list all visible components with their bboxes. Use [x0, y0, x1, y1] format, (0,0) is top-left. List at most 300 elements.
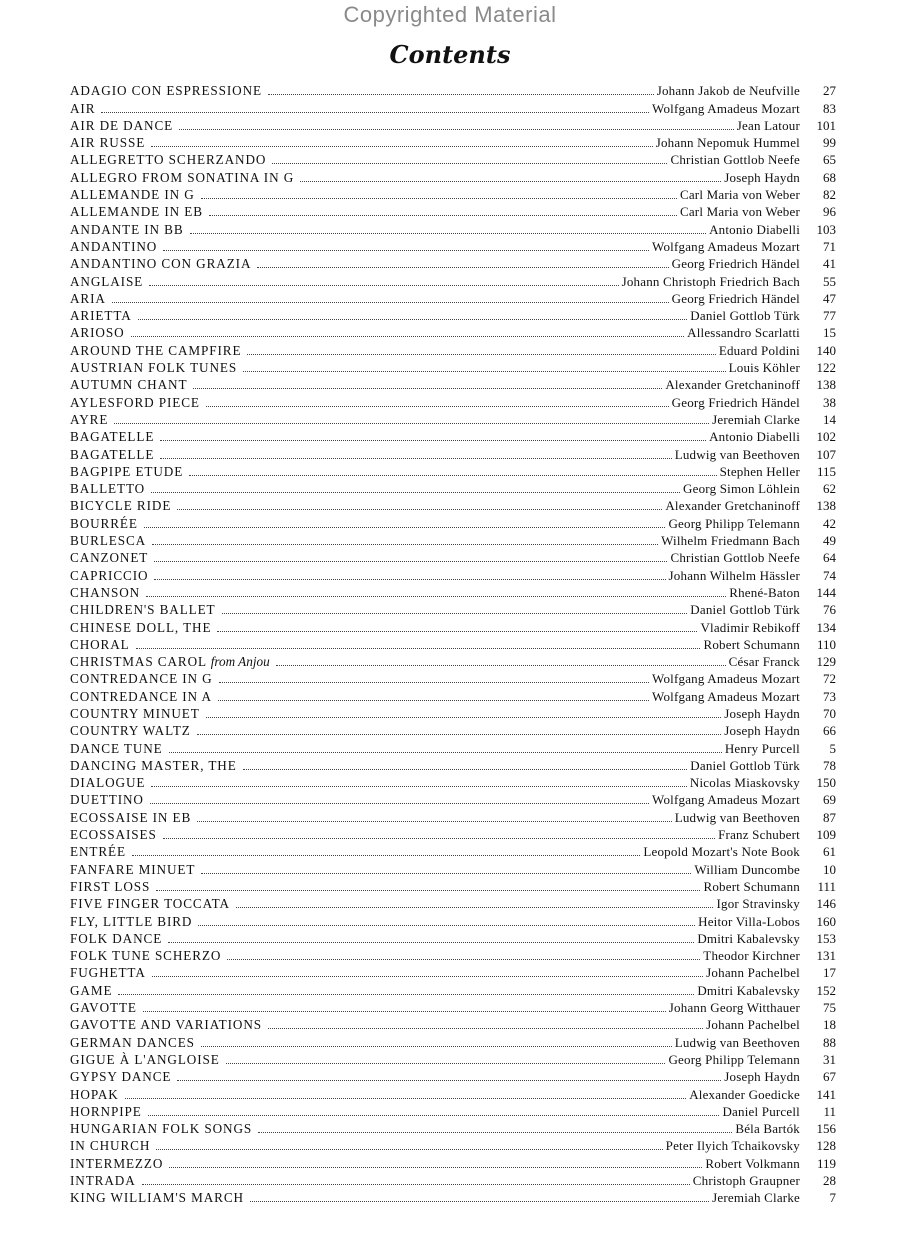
entry-composer: Nicolas Miaskovsky — [689, 775, 800, 791]
contents-entry — [70, 618, 836, 635]
dot-leader — [272, 163, 667, 164]
contents-entry — [70, 428, 836, 445]
entry-composer: Georg Philipp Telemann — [668, 515, 800, 531]
dot-leader — [217, 631, 697, 632]
dot-leader — [144, 527, 666, 528]
entry-page-number: 99 — [823, 135, 836, 151]
entry-page-number: 74 — [823, 567, 836, 583]
entry-composer: Antonio Diabelli — [709, 429, 800, 445]
entry-title: GAVOTTE AND VARIATIONS — [70, 1017, 262, 1033]
entry-composer: Carl Maria von Weber — [679, 187, 800, 203]
contents-entry — [70, 601, 836, 618]
dot-leader — [160, 458, 671, 459]
entry-title: AIR DE DANCE — [70, 117, 174, 133]
entry-composer: Daniel Purcell — [722, 1103, 800, 1119]
contents-entry — [70, 168, 836, 185]
contents-entry — [70, 1120, 836, 1137]
entry-title: FOLK TUNE SCHERZO — [70, 948, 222, 964]
entry-page-number: 14 — [823, 411, 836, 427]
dot-leader — [201, 873, 691, 874]
entry-composer: Stephen Heller — [719, 463, 800, 479]
entry-page-number: 66 — [823, 723, 836, 739]
contents-entry — [70, 272, 836, 289]
entry-composer: Johann Pachelbel — [706, 1017, 800, 1033]
entry-composer: Ludwig van Beethoven — [674, 1034, 800, 1050]
entry-composer: William Duncombe — [694, 861, 800, 877]
entry-composer: Henry Purcell — [724, 740, 800, 756]
entry-title: BOURRÉE — [70, 515, 138, 531]
contents-entry — [70, 791, 836, 808]
dot-leader — [222, 613, 688, 614]
entry-title: GAME — [70, 982, 113, 998]
contents-entry — [70, 1068, 836, 1085]
contents-entry — [70, 774, 836, 791]
entry-page-number: 15 — [823, 325, 836, 341]
entry-title: FUGHETTA — [70, 965, 146, 981]
entry-title: AUTUMN CHANT — [70, 377, 188, 393]
entry-page-number: 28 — [823, 1173, 836, 1188]
entry-title: AYLESFORD PIECE — [70, 394, 200, 410]
entry-title: CANZONET — [70, 550, 149, 566]
entry-composer: Joseph Haydn — [724, 169, 800, 185]
entry-composer: Béla Bartók — [735, 1121, 800, 1137]
entry-title: BURLESCA — [70, 533, 147, 549]
entry-composer: Daniel Gottlob Türk — [690, 308, 800, 324]
entry-page-number: 88 — [823, 1034, 836, 1050]
entry-page-number: 82 — [823, 187, 836, 203]
dot-leader — [197, 734, 722, 735]
entry-composer: Johann Wilhelm Hässler — [668, 567, 800, 583]
entry-composer: Antonio Diabelli — [709, 221, 800, 237]
dot-leader — [268, 94, 654, 95]
entry-title: ANGLAISE — [70, 273, 144, 289]
entry-page-number: 140 — [816, 342, 836, 358]
dot-leader — [258, 1132, 732, 1133]
contents-entry — [70, 981, 836, 998]
entry-page-number: 75 — [823, 1000, 836, 1016]
entry-composer: Leopold Mozart's Note Book — [643, 844, 800, 860]
entry-page-number: 38 — [823, 394, 836, 410]
dot-leader — [154, 561, 667, 562]
entry-title: DANCE TUNE — [70, 740, 163, 756]
entry-title: BAGATELLE — [70, 429, 155, 445]
dot-leader — [193, 388, 662, 389]
dot-leader — [151, 786, 687, 787]
entry-composer: César Franck — [728, 654, 800, 670]
contents-entry — [70, 895, 836, 912]
dot-leader — [169, 1167, 702, 1168]
entry-composer: Joseph Haydn — [724, 705, 800, 721]
contents-entry — [70, 532, 836, 549]
contents-entry — [70, 134, 836, 151]
dot-leader — [190, 233, 707, 234]
dot-leader — [143, 1011, 666, 1012]
entry-title: CHORAL — [70, 636, 130, 652]
entry-page-number: 122 — [816, 360, 836, 376]
contents-entry — [70, 307, 836, 324]
entry-page-number: 70 — [823, 705, 836, 721]
entry-title: DIALOGUE — [70, 775, 146, 791]
contents-entry — [70, 670, 836, 687]
entry-title: FIRST LOSS — [70, 878, 151, 894]
entry-page-number: 49 — [823, 533, 836, 549]
dot-leader — [136, 648, 701, 649]
entry-title: DANCING MASTER, THE — [70, 757, 237, 773]
entry-page-number: 61 — [823, 844, 836, 860]
entry-composer: Alexander Gretchaninoff — [665, 498, 800, 514]
contents-entry — [70, 290, 836, 307]
dot-leader — [151, 146, 653, 147]
entry-title: COUNTRY WALTZ — [70, 723, 191, 739]
entry-title: ALLEGRO FROM SONATINA IN G — [70, 169, 295, 185]
entry-title: CHRISTMAS CAROL from Anjou — [70, 654, 270, 670]
entry-composer: Robert Schumann — [703, 636, 800, 652]
contents-entry — [70, 584, 836, 601]
contents-entry — [70, 411, 836, 428]
contents-entry — [70, 514, 836, 531]
dot-leader — [206, 406, 669, 407]
dot-leader — [276, 665, 726, 666]
dot-leader — [168, 942, 694, 943]
entry-composer: Robert Schumann — [703, 878, 800, 894]
entry-composer: Vladimir Rebikoff — [700, 619, 800, 635]
entry-composer: Eduard Poldini — [718, 342, 800, 358]
entry-title: FLY, LITTLE BIRD — [70, 913, 193, 929]
entry-page-number: 73 — [823, 688, 836, 704]
entry-page-number: 31 — [823, 1051, 836, 1067]
dot-leader — [152, 976, 703, 977]
entry-composer: Georg Simon Löhlein — [683, 481, 800, 497]
dot-leader — [268, 1028, 703, 1029]
dot-leader — [154, 579, 665, 580]
contents-entry — [70, 203, 836, 220]
entry-composer: Jeremiah Clarke — [712, 1190, 800, 1206]
contents-entry — [70, 1085, 836, 1102]
entry-composer: Daniel Gottlob Türk — [690, 602, 800, 618]
entry-page-number: 65 — [823, 152, 836, 168]
entry-composer: Wolfgang Amadeus Mozart — [652, 671, 800, 687]
contents-list — [70, 82, 836, 1206]
dot-leader — [146, 596, 726, 597]
entry-title: ANDANTINO — [70, 238, 158, 254]
entry-title: ALLEMANDE IN G — [70, 187, 195, 203]
contents-entry — [70, 99, 836, 116]
entry-title: INTRADA — [70, 1173, 136, 1188]
dot-leader — [250, 1201, 709, 1202]
entry-composer: Rhené-Baton — [729, 584, 800, 600]
entry-page-number: 68 — [823, 169, 836, 185]
entry-composer: Johann Jakob de Neufville — [656, 83, 800, 99]
entry-title: GERMAN DANCES — [70, 1034, 195, 1050]
entry-page-number: 18 — [823, 1017, 836, 1033]
dot-leader — [198, 925, 695, 926]
contents-entry — [70, 878, 836, 895]
contents-entry — [70, 186, 836, 203]
entry-title: HORNPIPE — [70, 1103, 142, 1119]
entry-composer: Christian Gottlob Neefe — [670, 152, 800, 168]
dot-leader — [114, 423, 709, 424]
contents-entry — [70, 463, 836, 480]
copyright-watermark: Copyrighted Material — [343, 2, 557, 27]
entry-page-number: 144 — [816, 584, 836, 600]
contents-entry — [70, 1016, 836, 1033]
entry-composer: Christian Gottlob Neefe — [670, 550, 800, 566]
entry-title: COUNTRY MINUET — [70, 705, 200, 721]
entry-composer: Jeremiah Clarke — [712, 411, 800, 427]
entry-page-number: 134 — [816, 619, 836, 635]
entry-page-number: 17 — [823, 965, 836, 981]
entry-composer: Peter Ilyich Tchaikovsky — [665, 1138, 800, 1154]
dot-leader — [142, 1184, 690, 1185]
contents-entry — [70, 739, 836, 756]
dot-leader — [131, 336, 685, 337]
contents-entry — [70, 1033, 836, 1050]
dot-leader — [132, 855, 640, 856]
entry-composer: Louis Köhler — [728, 360, 800, 376]
entry-title: IN CHURCH — [70, 1138, 151, 1154]
entry-page-number: 109 — [816, 827, 836, 843]
entry-page-number: 138 — [816, 498, 836, 514]
entry-page-number: 83 — [823, 100, 836, 116]
entry-title: GYPSY DANCE — [70, 1069, 172, 1085]
contents-entry — [70, 826, 836, 843]
contents-entry — [70, 636, 836, 653]
contents-entry — [70, 947, 836, 964]
entry-page-number: 47 — [823, 290, 836, 306]
contents-entry — [70, 549, 836, 566]
entry-title: CAPRICCIO — [70, 567, 149, 583]
dot-leader — [163, 250, 649, 251]
entry-page-number: 115 — [816, 463, 836, 479]
contents-entry — [70, 930, 836, 947]
entry-page-number: 71 — [823, 238, 836, 254]
entry-composer: Alexander Gretchaninoff — [665, 377, 800, 393]
contents-entry — [70, 722, 836, 739]
contents-entry — [70, 238, 836, 255]
dot-leader — [163, 838, 715, 839]
contents-entry — [70, 705, 836, 722]
entry-title: ANDANTINO CON GRAZIA — [70, 256, 252, 272]
dot-leader — [226, 1063, 666, 1064]
entry-title: FANFARE MINUET — [70, 861, 196, 877]
entry-page-number: 11 — [823, 1103, 836, 1119]
dot-leader — [197, 821, 671, 822]
dot-leader — [227, 959, 700, 960]
entry-title: ARIA — [70, 290, 106, 306]
entry-title: AUSTRIAN FOLK TUNES — [70, 360, 238, 376]
dot-leader — [247, 354, 715, 355]
contents-entry — [70, 860, 836, 877]
dot-leader — [218, 700, 649, 701]
dot-leader — [189, 475, 716, 476]
entry-page-number: 128 — [816, 1138, 836, 1154]
entry-title: FIVE FINGER TOCCATA — [70, 896, 230, 912]
entry-page-number: 69 — [823, 792, 836, 808]
contents-entry — [70, 687, 836, 704]
contents-entry — [70, 341, 836, 358]
entry-composer: Ludwig van Beethoven — [674, 809, 800, 825]
dot-leader — [177, 509, 662, 510]
entry-page-number: 102 — [816, 429, 836, 445]
entry-page-number: 156 — [816, 1121, 836, 1137]
entry-title: HOPAK — [70, 1086, 119, 1102]
dot-leader — [150, 803, 649, 804]
entry-composer: Georg Philipp Telemann — [668, 1051, 800, 1067]
entry-title: BAGPIPE ETUDE — [70, 463, 184, 479]
contents-entry — [70, 653, 836, 670]
entry-page-number: 67 — [823, 1069, 836, 1085]
entry-title: AIR — [70, 100, 96, 116]
entry-composer: Wolfgang Amadeus Mozart — [652, 100, 800, 116]
contents-entry — [70, 82, 836, 99]
dot-leader — [138, 319, 688, 320]
entry-composer: Wolfgang Amadeus Mozart — [652, 238, 800, 254]
dot-leader — [149, 285, 618, 286]
entry-composer: Daniel Gottlob Türk — [690, 757, 800, 773]
entry-title: ANDANTE IN BB — [70, 221, 184, 237]
entry-composer: Carl Maria von Weber — [679, 204, 800, 220]
dot-leader — [101, 112, 649, 113]
contents-entry — [70, 1051, 836, 1068]
entry-page-number: 76 — [823, 602, 836, 618]
dot-leader — [125, 1098, 686, 1099]
entry-page-number: 141 — [816, 1086, 836, 1102]
entry-title: KING WILLIAM'S MARCH — [70, 1190, 244, 1206]
dot-leader — [177, 1080, 721, 1081]
dot-leader — [160, 440, 706, 441]
entry-page-number: 150 — [816, 775, 836, 791]
dot-leader — [209, 215, 677, 216]
entry-title: AIR RUSSE — [70, 135, 146, 151]
dot-leader — [118, 994, 694, 995]
entry-page-number: 87 — [823, 809, 836, 825]
entry-title: AYRE — [70, 411, 109, 427]
contents-entry — [70, 117, 836, 134]
entry-title: DUETTINO — [70, 792, 144, 808]
contents-entry — [70, 843, 836, 860]
contents-entry — [70, 220, 836, 237]
entry-title: ENTRÉE — [70, 844, 126, 860]
entry-title: ALLEGRETTO SCHERZANDO — [70, 152, 267, 168]
contents-entry — [70, 1172, 836, 1189]
contents-entry — [70, 964, 836, 981]
contents-entry — [70, 757, 836, 774]
entry-composer: Allessandro Scarlatti — [687, 325, 800, 341]
entry-title: FOLK DANCE — [70, 930, 163, 946]
entry-composer: Wolfgang Amadeus Mozart — [652, 688, 800, 704]
entry-page-number: 131 — [816, 948, 836, 964]
entry-title: ECOSSAISE IN EB — [70, 809, 192, 825]
dot-leader — [156, 890, 700, 891]
entry-composer: Franz Schubert — [718, 827, 800, 843]
entry-page-number: 96 — [823, 204, 836, 220]
contents-entry — [70, 1103, 836, 1120]
dot-leader — [300, 181, 721, 182]
entry-page-number: 111 — [817, 878, 836, 894]
entry-composer: Jean Latour — [736, 117, 800, 133]
contents-entry — [70, 376, 836, 393]
entry-page-number: 107 — [816, 446, 836, 462]
dot-leader — [206, 717, 722, 718]
entry-composer: Johann Georg Witthauer — [668, 1000, 800, 1016]
entry-page-number: 152 — [816, 982, 836, 998]
dot-leader — [243, 371, 726, 372]
entry-composer: Johann Christoph Friedrich Bach — [621, 273, 800, 289]
dot-leader — [179, 129, 734, 130]
dot-leader — [201, 1046, 672, 1047]
entry-page-number: 160 — [816, 913, 836, 929]
entry-title: AROUND THE CAMPFIRE — [70, 342, 242, 358]
entry-page-number: 72 — [823, 671, 836, 687]
entry-title: CHINESE DOLL, THE — [70, 619, 212, 635]
entry-page-number: 103 — [816, 221, 836, 237]
entry-page-number: 7 — [829, 1190, 836, 1206]
entry-title: CHILDREN'S BALLET — [70, 602, 216, 618]
entry-page-number: 5 — [829, 740, 836, 756]
entry-title-source: from Anjou — [210, 654, 270, 670]
entry-page-number: 27 — [823, 83, 836, 99]
entry-title: BICYCLE RIDE — [70, 498, 172, 514]
entry-composer: Robert Volkmann — [705, 1155, 800, 1171]
entry-title: ECOSSAISES — [70, 827, 157, 843]
contents-entry — [70, 359, 836, 376]
page-title: Contents — [389, 40, 511, 69]
entry-title: CONTREDANCE IN G — [70, 671, 213, 687]
contents-entry — [70, 1189, 836, 1206]
entry-composer: Georg Friedrich Händel — [671, 256, 800, 272]
contents-entry — [70, 808, 836, 825]
contents-entry — [70, 151, 836, 168]
entry-title: GAVOTTE — [70, 1000, 137, 1016]
entry-composer: Georg Friedrich Händel — [671, 394, 800, 410]
contents-entry — [70, 566, 836, 583]
entry-page-number: 138 — [816, 377, 836, 393]
entry-composer: Johann Pachelbel — [706, 965, 800, 981]
dot-leader — [219, 682, 649, 683]
entry-title: ARIETTA — [70, 308, 132, 324]
dot-leader — [151, 492, 680, 493]
entry-title: ARIOSO — [70, 325, 125, 341]
dot-leader — [169, 752, 722, 753]
entry-title: BALLETTO — [70, 481, 146, 497]
dot-leader — [201, 198, 677, 199]
entry-page-number: 64 — [823, 550, 836, 566]
dot-leader — [148, 1115, 720, 1116]
contents-entry — [70, 912, 836, 929]
dot-leader — [156, 1149, 662, 1150]
entry-composer: Wolfgang Amadeus Mozart — [652, 792, 800, 808]
entry-page-number: 119 — [816, 1155, 836, 1171]
entry-page-number: 55 — [823, 273, 836, 289]
entry-composer: Johann Nepomuk Hummel — [655, 135, 800, 151]
contents-entry — [70, 393, 836, 410]
entry-composer: Joseph Haydn — [724, 1069, 800, 1085]
dot-leader — [152, 544, 658, 545]
entry-page-number: 42 — [823, 515, 836, 531]
dot-leader — [243, 769, 688, 770]
contents-entry — [70, 480, 836, 497]
entry-page-number: 110 — [816, 636, 836, 652]
entry-title: INTERMEZZO — [70, 1155, 164, 1171]
entry-composer: Georg Friedrich Händel — [671, 290, 800, 306]
entry-page-number: 101 — [816, 117, 836, 133]
entry-composer: Heitor Villa-Lobos — [698, 913, 800, 929]
entry-title: CONTREDANCE IN A — [70, 688, 212, 704]
contents-entry — [70, 999, 836, 1016]
entry-composer: Dmitri Kabalevsky — [697, 930, 800, 946]
entry-page-number: 78 — [823, 757, 836, 773]
dot-leader — [257, 267, 668, 268]
